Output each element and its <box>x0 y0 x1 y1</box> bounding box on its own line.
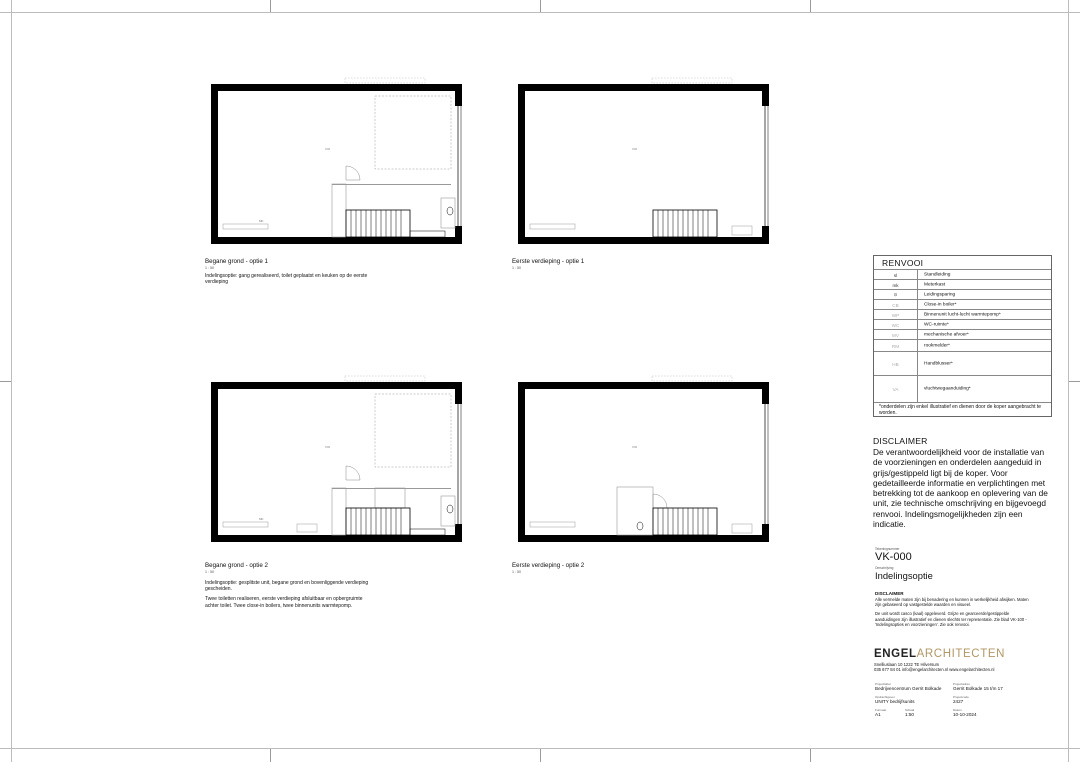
floor-plan-first-option-1 <box>512 76 772 270</box>
frame-tick <box>540 749 541 762</box>
frame-tick <box>1069 381 1080 382</box>
disclaimer-body: De verantwoordelijkheid voor de installatie van de voorzieningen en onderdelen aangeduid in grijs/gestippeld ligt bij de koper. Voor gedetailleerde informatie en verplichtingen met betrekking tot de aankoop en oplevering van de unit, zie technische omschrijving en bijgevoegd renvooi. Indelingsmogelijkheden zijn een indicatie. <box>873 447 1048 530</box>
stairs <box>346 508 410 535</box>
legend-row <box>874 375 1051 403</box>
plan-title: Begane grond - optie 2 <box>205 562 268 569</box>
hallway-wall <box>332 184 451 185</box>
legend-label: mechanische afvoer* <box>924 332 969 338</box>
wall-top <box>211 382 455 389</box>
plan-title: Begane grond - optie 1 <box>205 258 268 265</box>
floor-plan-ground-option-2 <box>205 374 465 609</box>
wall-right <box>762 382 769 404</box>
wall-bottom <box>518 237 762 244</box>
plan-description <box>205 273 375 289</box>
wall-left <box>211 84 218 244</box>
plan-scale: 1 : 50 <box>205 570 214 574</box>
wall-top <box>211 84 455 91</box>
legend-symbol: WC <box>874 320 918 330</box>
wall-bottom <box>518 535 762 542</box>
floor-plan-drawing <box>512 76 772 251</box>
legend-symbol: VA <box>874 376 918 402</box>
kitchen-counter <box>410 231 445 237</box>
legend-label: rookmelder* <box>924 343 950 349</box>
sheet-frame-top <box>0 12 1080 13</box>
legend-label: Meterkast <box>924 282 946 288</box>
legend-label: Handblusser* <box>924 361 953 367</box>
field-date <box>953 708 1033 718</box>
legend-table <box>873 255 1052 417</box>
door-swing <box>346 466 360 480</box>
address-line: Snelliuslaan 10 1222 TE Hilversum <box>874 662 940 667</box>
boiler-box <box>297 524 317 532</box>
wall-right-lower <box>762 524 769 542</box>
room-label: VIO <box>632 445 638 449</box>
legend-label: Leidingsparing <box>924 292 956 298</box>
toilet-bowl <box>447 207 453 215</box>
legend-symbol: HB <box>874 352 918 376</box>
field-key: Projectlabel <box>875 682 891 686</box>
legend-title: RENVOOI <box>882 258 924 268</box>
field-key: Datum <box>953 708 962 712</box>
field-value: UNITY bedrijfsunits <box>875 699 915 704</box>
drawing-name-label: Omschrijving <box>875 566 894 570</box>
wc-room <box>617 487 653 535</box>
legend-label: WC-ruimte* <box>924 322 949 328</box>
wall-top <box>518 382 762 389</box>
field-address <box>953 682 1033 692</box>
titleblock-disclaimer-heading: DISCLAIMER <box>875 591 904 596</box>
kitchen-counter <box>410 529 445 535</box>
field-key: Formaat <box>875 708 887 712</box>
field-scale <box>905 708 945 718</box>
frame-tick <box>0 381 11 382</box>
field-projectcode <box>953 695 1033 705</box>
wall-right <box>762 84 769 106</box>
wall-right-lower <box>455 524 462 542</box>
titleblock-disclaimer-para: Alle vermelde maten zijn bij benadering en kunnen in werkelijkheid afwijken. Maten zijn gebaseerd op vastgestelde waarden en visueel. <box>875 597 1029 608</box>
toilet-box <box>332 184 346 237</box>
field-project <box>875 682 955 692</box>
floor-plan-drawing <box>205 76 465 251</box>
legend-note: *onderdelen zijn enkel illustratief en dienen door de koper aangebracht te worden. <box>879 404 1042 416</box>
sheet-frame-left <box>11 0 12 762</box>
legend-symbol: RM <box>874 340 918 352</box>
wall-bottom <box>211 237 455 244</box>
field-key: Schaal <box>905 708 915 712</box>
legend-label: vluchtwegaanduiding* <box>924 386 971 392</box>
wall-top <box>518 84 762 91</box>
dashed-zone <box>375 394 451 467</box>
field-value: 2427 <box>953 699 964 704</box>
plan-description-para: Indelingsoptie: gesplitste unit, begane grond en bovenliggende verdieping gescheiden. <box>205 580 369 593</box>
toilet-bowl <box>447 505 453 513</box>
meter-label: MK <box>259 219 264 223</box>
floor-plan-first-option-2 <box>512 374 772 574</box>
field-format <box>875 708 905 718</box>
room-label: VIO <box>632 147 638 151</box>
boiler-box <box>732 226 752 235</box>
wall-left <box>518 84 525 244</box>
toilet-box <box>332 488 346 535</box>
titleblock-disclaimer-para: De unit wordt casco (kaal) opgeleverd. Grijze en gearceerde/gestippelde aanduidingen zijn illustratief en dienen slechts ter representatie. Zie blad VK-100 - 'Indelingsopties en voorzieningen'. Zie ook renvooi. <box>875 611 1027 627</box>
legend-row <box>874 351 1051 376</box>
wall-right-lower <box>762 226 769 244</box>
address-line: 035 677 84 01 info@engelarchitecten.nl www.engelarchitecten.nl <box>874 667 995 673</box>
stairs <box>653 508 717 535</box>
company-address <box>874 662 994 672</box>
stairs <box>653 210 717 237</box>
stair-treads <box>658 508 708 535</box>
frame-tick <box>810 0 811 12</box>
legend-symbol: mk <box>874 280 918 290</box>
plan-title: Eerste verdieping - optie 1 <box>512 258 585 265</box>
plan-title: Eerste verdieping - optie 2 <box>512 562 585 569</box>
frame-tick <box>270 749 271 762</box>
company-logo <box>874 648 1005 660</box>
meter-box <box>223 224 268 229</box>
plan-scale: 1 : 50 <box>512 266 521 270</box>
frame-tick <box>810 749 811 762</box>
wall-right-lower <box>455 226 462 244</box>
meter-box <box>530 224 575 229</box>
field-key: Projectadres <box>953 682 970 686</box>
legend-symbol: MV <box>874 330 918 340</box>
wall-right <box>455 382 462 404</box>
meter-box <box>223 522 268 527</box>
stair-treads <box>658 210 708 237</box>
drawing-number-label: Tekeningnummer <box>875 547 900 551</box>
gate-marks <box>652 78 732 83</box>
disclaimer-title: DISCLAIMER <box>873 436 928 446</box>
plan-description-para: Indelingsoptie: gang gerealiseerd, toilet geplaatst en keuken op de eerste verdieping <box>205 273 368 286</box>
wall-bottom <box>211 535 455 542</box>
stair-treads <box>351 508 401 535</box>
field-value: 10-10-2024 <box>953 712 977 717</box>
gate-marks <box>345 376 425 381</box>
plan-scale: 1 : 50 <box>205 266 214 270</box>
field-value: Gerrit Bolkade 15 t/m 17 <box>953 686 1003 691</box>
field-value: A1 <box>875 712 881 717</box>
frame-tick <box>540 0 541 12</box>
logo-bold: ENGEL <box>874 648 917 660</box>
boiler-box <box>732 524 752 533</box>
legend-symbol: ⊙ <box>874 290 918 300</box>
plan-description-para: Twee toiletten realiseren, eerste verdieping afsluitbaar en opbergruimte achter toilet. Twee close-in boilers, twee binnenunits warmtepomp. <box>205 596 363 609</box>
storage-box <box>375 488 405 508</box>
wall-left <box>211 382 218 542</box>
legend-symbol: sl <box>874 270 918 280</box>
legend-label: Standleiding <box>924 272 951 278</box>
drawing-name: Indelingsoptie <box>875 570 933 581</box>
field-value: Bedrijvencentrum Gerrit Bolkade <box>875 686 942 691</box>
logo-light: ARCHITECTEN <box>916 648 1006 660</box>
field-key: Projectcode <box>953 695 969 699</box>
legend-label: Binnenunit lucht-lucht warmtepomp* <box>924 312 1001 318</box>
frame-tick <box>270 0 271 12</box>
titleblock-disclaimer-text <box>875 597 1035 631</box>
legend-symbol: WP <box>874 310 918 320</box>
legend-symbol: CB <box>874 300 918 310</box>
plan-description <box>205 580 375 613</box>
gate-marks <box>652 376 732 381</box>
meter-box <box>530 522 575 527</box>
door-swing <box>346 166 360 180</box>
stairs <box>346 210 410 237</box>
field-value: 1:50 <box>905 712 914 717</box>
dashed-zone <box>375 96 451 169</box>
drawing-number: VK-000 <box>875 551 912 563</box>
field-key: Opdrachtgever <box>875 695 895 699</box>
plan-scale: 1 : 50 <box>512 570 521 574</box>
gate-marks <box>345 78 425 83</box>
room-label: VIO <box>325 147 331 151</box>
floor-plan-ground-option-1 <box>205 76 465 286</box>
meter-label: MK <box>259 517 264 521</box>
wall-right <box>455 84 462 106</box>
field-client <box>875 695 955 705</box>
stair-treads <box>351 210 401 237</box>
room-label: VIO <box>325 445 331 449</box>
toilet-bowl <box>637 522 643 530</box>
wall-left <box>518 382 525 542</box>
floor-plan-drawing <box>512 374 772 549</box>
door-swing <box>653 494 667 508</box>
legend-label: Close-in boiler* <box>924 302 957 308</box>
floor-plan-drawing <box>205 374 465 549</box>
